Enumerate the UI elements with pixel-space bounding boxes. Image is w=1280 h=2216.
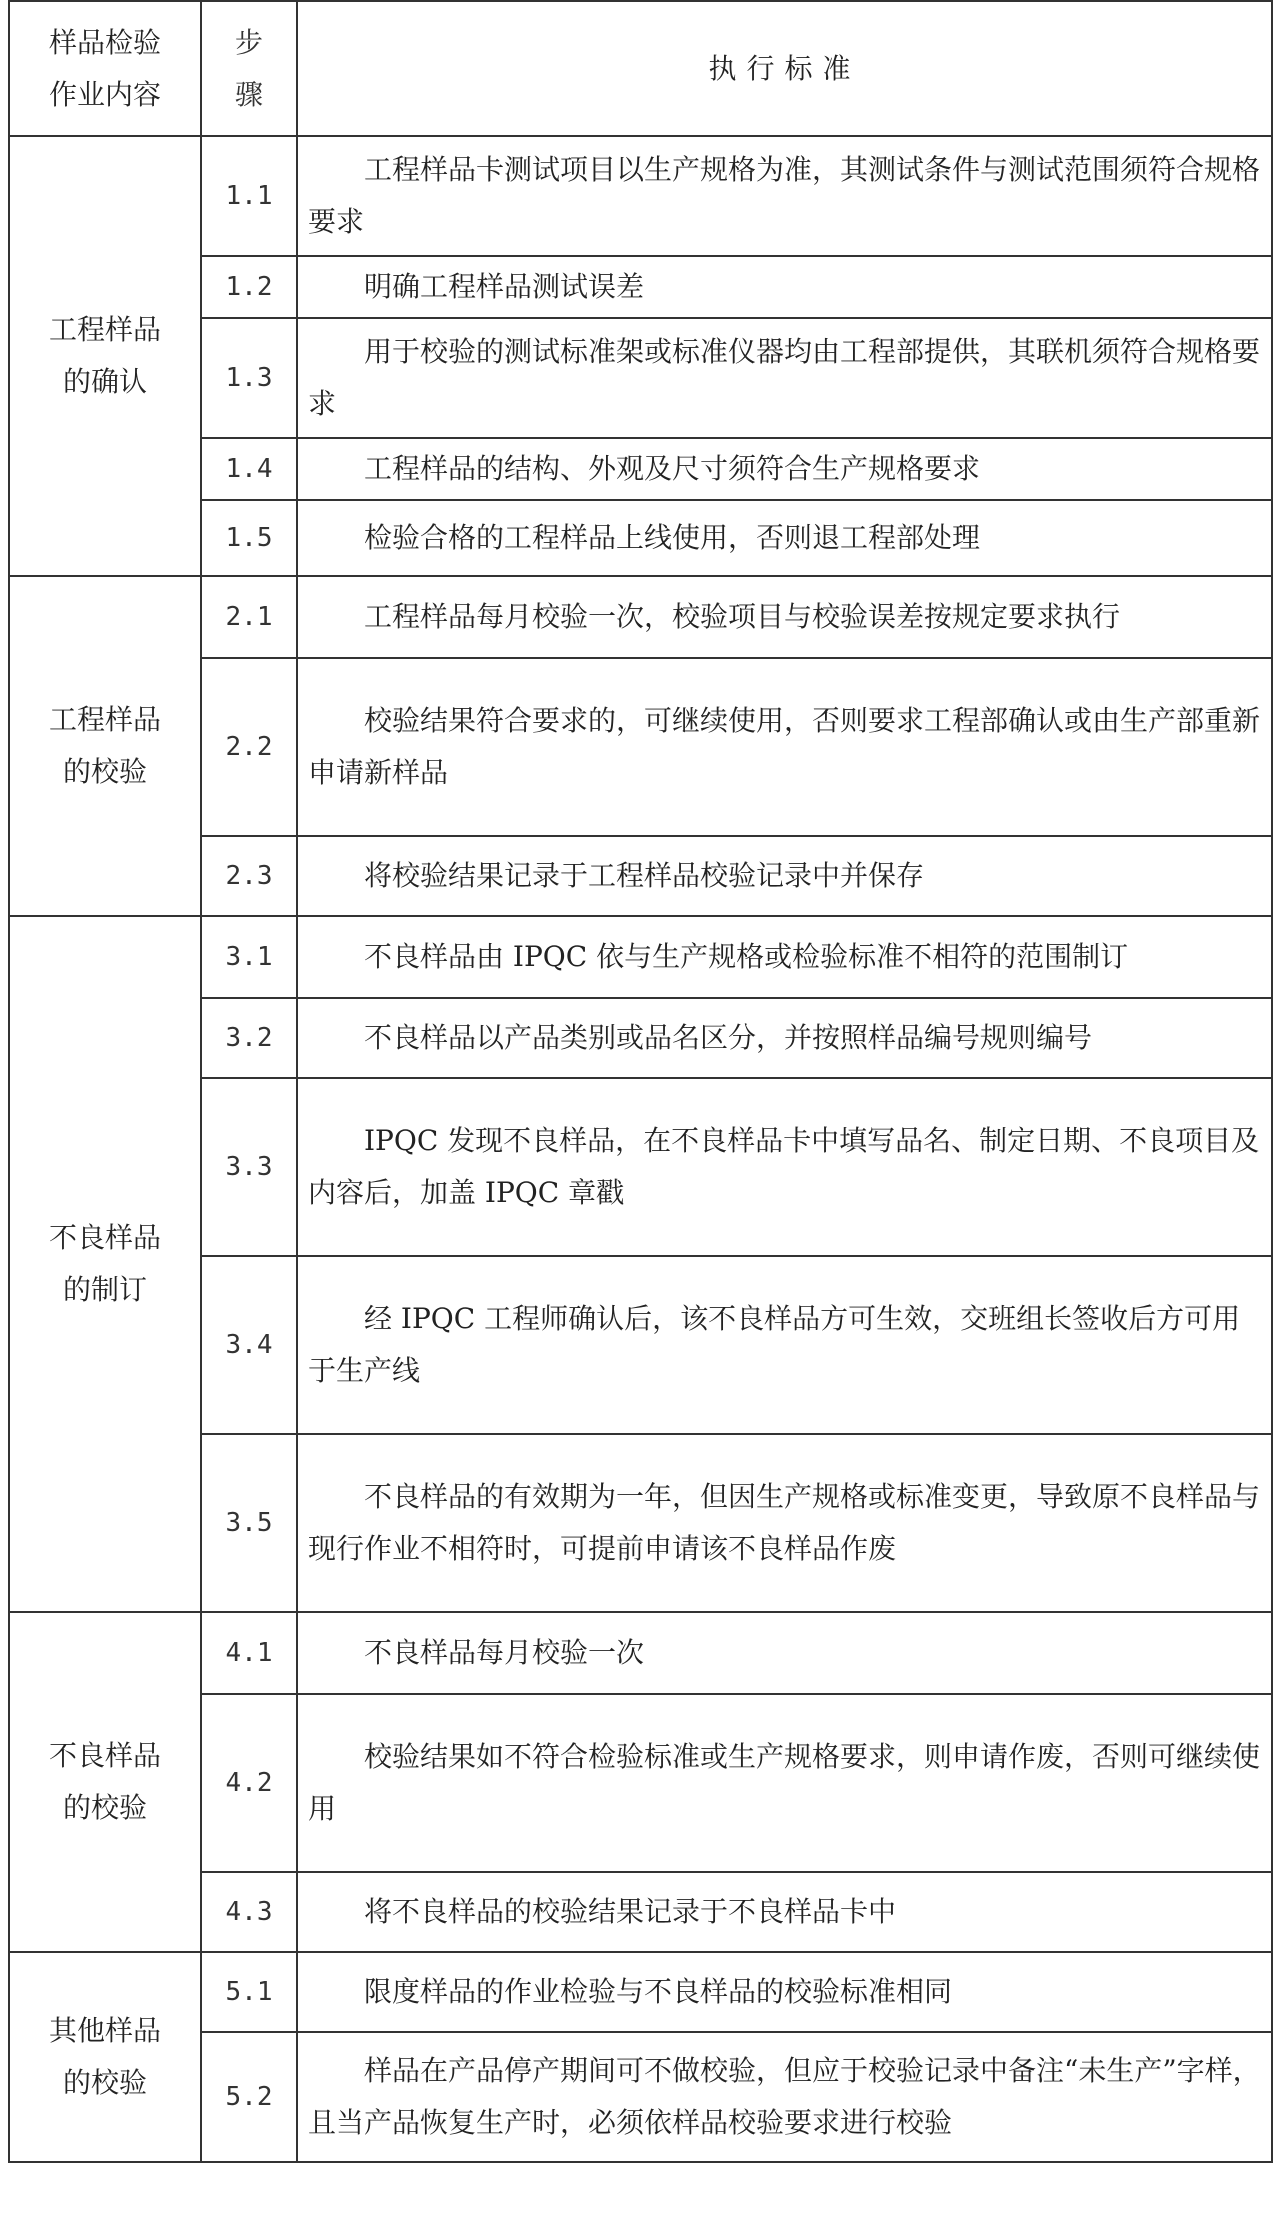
group-title-line2: 的校验 bbox=[62, 1791, 147, 1824]
step-text bbox=[297, 1256, 1272, 1434]
step-text-content: 样品在产品停产期间可不做校验，但应于校验记录中备注“未生产”字样，且当产品恢复生产时，必须依样品校验要求进行校验 bbox=[308, 2054, 1261, 2139]
table-header-row bbox=[9, 1, 1272, 136]
group-title-line1: 工程样品 bbox=[48, 313, 161, 346]
group-title bbox=[9, 576, 201, 916]
group-title-line2: 的确认 bbox=[62, 365, 147, 398]
header-standard: 执行标准 bbox=[297, 1, 1272, 136]
step-text bbox=[297, 1078, 1272, 1256]
group-title bbox=[9, 1612, 201, 1952]
group-title-line2: 的校验 bbox=[62, 755, 147, 788]
header-task-line1: 样品检验 bbox=[48, 25, 161, 59]
step-number: 1.2 bbox=[201, 256, 297, 318]
header-step-line2: 骤 bbox=[234, 77, 263, 111]
step-text bbox=[297, 136, 1272, 256]
step-number: 2.1 bbox=[201, 576, 297, 658]
step-text bbox=[297, 1694, 1272, 1872]
step-number: 2.3 bbox=[201, 836, 297, 916]
group-title-line1: 不良样品 bbox=[48, 1221, 161, 1254]
group-title-line1: 其他样品 bbox=[48, 2014, 161, 2047]
step-text-content: 不良样品每月校验一次 bbox=[364, 1636, 645, 1669]
step-number: 3.1 bbox=[201, 916, 297, 998]
step-number: 4.3 bbox=[201, 1872, 297, 1952]
step-text bbox=[297, 658, 1272, 836]
step-text-content: 将校验结果记录于工程样品校验记录中并保存 bbox=[364, 859, 925, 892]
header-task bbox=[9, 1, 201, 136]
step-text-content: 校验结果符合要求的，可继续使用，否则要求工程部确认或由生产部重新申请新样品 bbox=[308, 704, 1261, 789]
step-text-content: 将不良样品的校验结果记录于不良样品卡中 bbox=[364, 1895, 897, 1928]
step-text bbox=[297, 1952, 1272, 2032]
table-row bbox=[9, 1952, 1272, 2032]
step-text bbox=[297, 500, 1272, 576]
step-number: 3.5 bbox=[201, 1434, 297, 1612]
step-text bbox=[297, 438, 1272, 500]
step-text-content: 工程样品卡测试项目以生产规格为准，其测试条件与测试范围须符合规格要求 bbox=[308, 153, 1261, 238]
step-text-content: 不良样品的有效期为一年，但因生产规格或标准变更，导致原不良样品与现行作业不相符时，可提前申请该不良样品作废 bbox=[308, 1480, 1261, 1565]
step-text bbox=[297, 836, 1272, 916]
header-step bbox=[201, 1, 297, 136]
step-number: 1.4 bbox=[201, 438, 297, 500]
group-title-line1: 工程样品 bbox=[48, 703, 161, 736]
step-text-content: 明确工程样品测试误差 bbox=[364, 270, 645, 303]
step-number: 3.4 bbox=[201, 1256, 297, 1434]
step-number: 3.2 bbox=[201, 998, 297, 1078]
group-title bbox=[9, 136, 201, 576]
group-title-line1: 不良样品 bbox=[48, 1739, 161, 1772]
step-number: 2.2 bbox=[201, 658, 297, 836]
sample-inspection-table bbox=[8, 0, 1273, 2163]
step-number: 1.1 bbox=[201, 136, 297, 256]
step-text-content: 限度样品的作业检验与不良样品的校验标准相同 bbox=[364, 1975, 953, 2008]
header-task-line2: 作业内容 bbox=[48, 77, 161, 111]
step-text-content: 检验合格的工程样品上线使用，否则退工程部处理 bbox=[364, 521, 981, 554]
table-row bbox=[9, 916, 1272, 998]
step-number: 3.3 bbox=[201, 1078, 297, 1256]
step-text bbox=[297, 256, 1272, 318]
table-row bbox=[9, 136, 1272, 256]
step-number: 4.2 bbox=[201, 1694, 297, 1872]
group-title bbox=[9, 916, 201, 1612]
document-page bbox=[8, 0, 1278, 2216]
step-number: 1.3 bbox=[201, 318, 297, 438]
group-title-line2: 的制订 bbox=[62, 1273, 147, 1306]
group-title bbox=[9, 1952, 201, 2162]
step-text-content: IPQC 发现不良样品，在不良样品卡中填写品名、制定日期、不良项目及内容后，加盖 IPQC 章戳 bbox=[308, 1124, 1260, 1209]
step-text bbox=[297, 576, 1272, 658]
step-text-content: 用于校验的测试标准架或标准仪器均由工程部提供，其联机须符合规格要求 bbox=[308, 335, 1261, 420]
table-row bbox=[9, 576, 1272, 658]
step-text-content: 不良样品以产品类别或品名区分，并按照样品编号规则编号 bbox=[364, 1021, 1093, 1054]
step-text-content: 校验结果如不符合检验标准或生产规格要求，则申请作废，否则可继续使用 bbox=[308, 1740, 1261, 1825]
step-text-content: 工程样品每月校验一次，校验项目与校验误差按规定要求执行 bbox=[364, 600, 1121, 633]
step-text bbox=[297, 318, 1272, 438]
step-number: 5.2 bbox=[201, 2032, 297, 2162]
group-title-line2: 的校验 bbox=[62, 2066, 147, 2099]
step-number: 1.5 bbox=[201, 500, 297, 576]
step-text bbox=[297, 1434, 1272, 1612]
step-text-content: 不良样品由 IPQC 依与生产规格或检验标准不相符的范围制订 bbox=[364, 940, 1129, 973]
step-text-content: 经 IPQC 工程师确认后，该不良样品方可生效，交班组长签收后方可用于生产线 bbox=[308, 1302, 1241, 1387]
table-row bbox=[9, 1612, 1272, 1694]
step-number: 5.1 bbox=[201, 1952, 297, 2032]
header-step-line1: 步 bbox=[234, 25, 263, 59]
step-text bbox=[297, 1872, 1272, 1952]
step-text bbox=[297, 2032, 1272, 2162]
step-text bbox=[297, 998, 1272, 1078]
step-number: 4.1 bbox=[201, 1612, 297, 1694]
step-text bbox=[297, 916, 1272, 998]
step-text-content: 工程样品的结构、外观及尺寸须符合生产规格要求 bbox=[364, 452, 981, 485]
step-text bbox=[297, 1612, 1272, 1694]
